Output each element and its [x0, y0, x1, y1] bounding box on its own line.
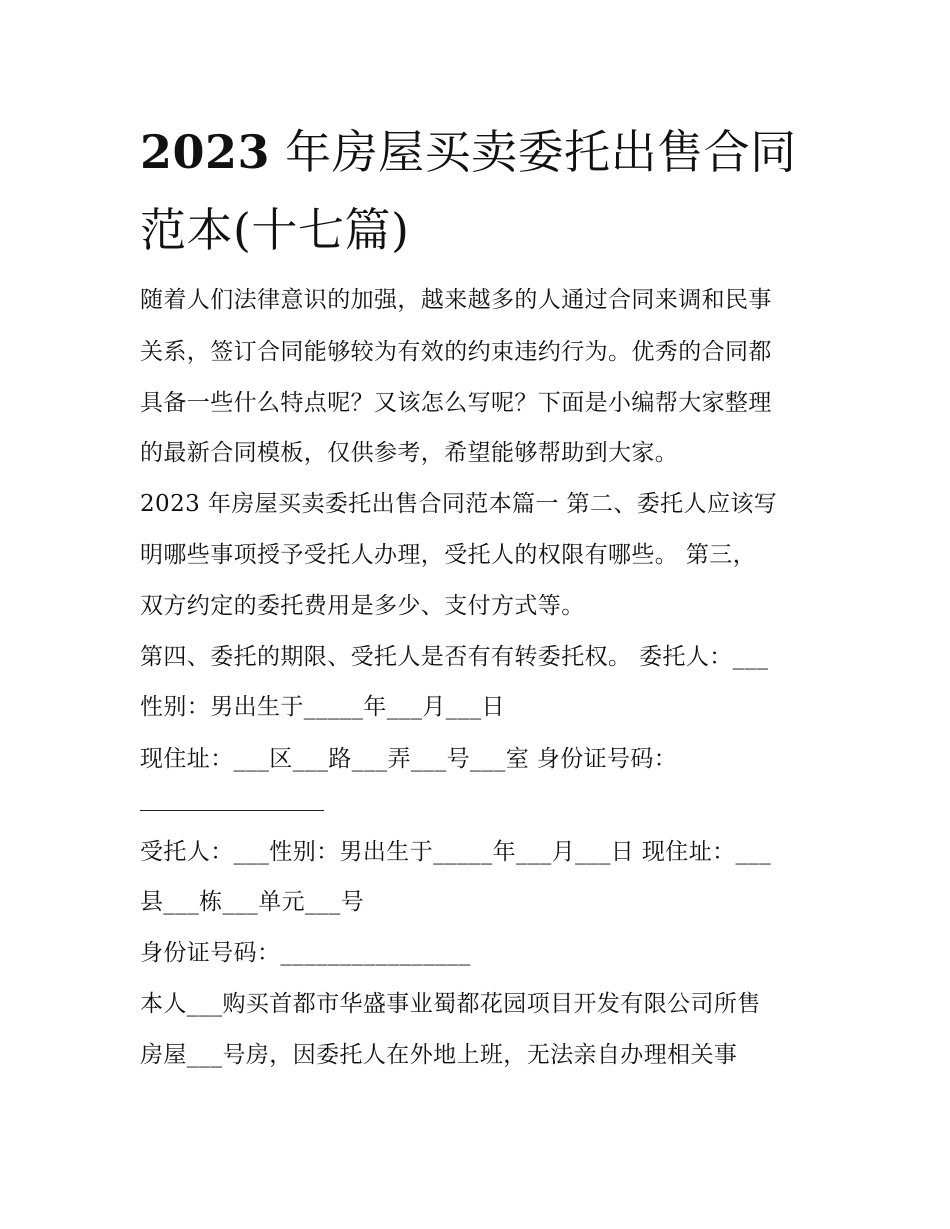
- body-line: 房屋___号房，因委托人在外地上班，无法亲自办理相关事: [140, 1042, 738, 1068]
- title-text: 年房屋买卖委托出售合同: [270, 125, 797, 179]
- title-year: 2023: [140, 125, 271, 179]
- blank-underline: [140, 810, 324, 811]
- title-line-2: 范本(十七篇): [140, 203, 410, 257]
- body-line: 现住址：___区___路___弄___号___室 身份证号码：: [140, 746, 678, 772]
- body-line: 性别：男出生于_____年___月___日: [140, 694, 505, 720]
- body-line: 受托人：___性别：男出生于_____年___月___日 现住址：___: [140, 839, 772, 865]
- body-line: 关系，签订合同能够较为有效的约束违约行为。优秀的合同都: [140, 339, 772, 365]
- body-line: 第四、委托的期限、受托人是否有有转委托权。 委托人：___: [140, 644, 769, 670]
- body-line: 的最新合同模板，仅供参考，希望能够帮助到大家。: [140, 440, 679, 466]
- body-line: 随着人们法律意识的加强，越来越多的人通过合同来调和民事: [140, 287, 772, 313]
- body-line: 双方约定的委托费用是多少、支付方式等。: [140, 593, 585, 619]
- body-line: 2023 年房屋买卖委托出售合同范本篇一 第二、委托人应该写: [140, 491, 778, 517]
- body-line: 明哪些事项授予受托人办理，受托人的权限有哪些。 第三，: [140, 542, 757, 568]
- body-line: 本人___购买首都市华盛事业蜀都花园项目开发有限公司所售: [140, 991, 761, 1017]
- document-title: [140, 113, 820, 269]
- body-line: 县___栋___单元___号: [140, 889, 365, 915]
- body-line: 身份证号码：________________: [140, 940, 471, 966]
- title-line-1: [140, 113, 820, 191]
- body-line: 具备一些什么特点呢？又该怎么写呢？下面是小编帮大家整理: [140, 390, 772, 416]
